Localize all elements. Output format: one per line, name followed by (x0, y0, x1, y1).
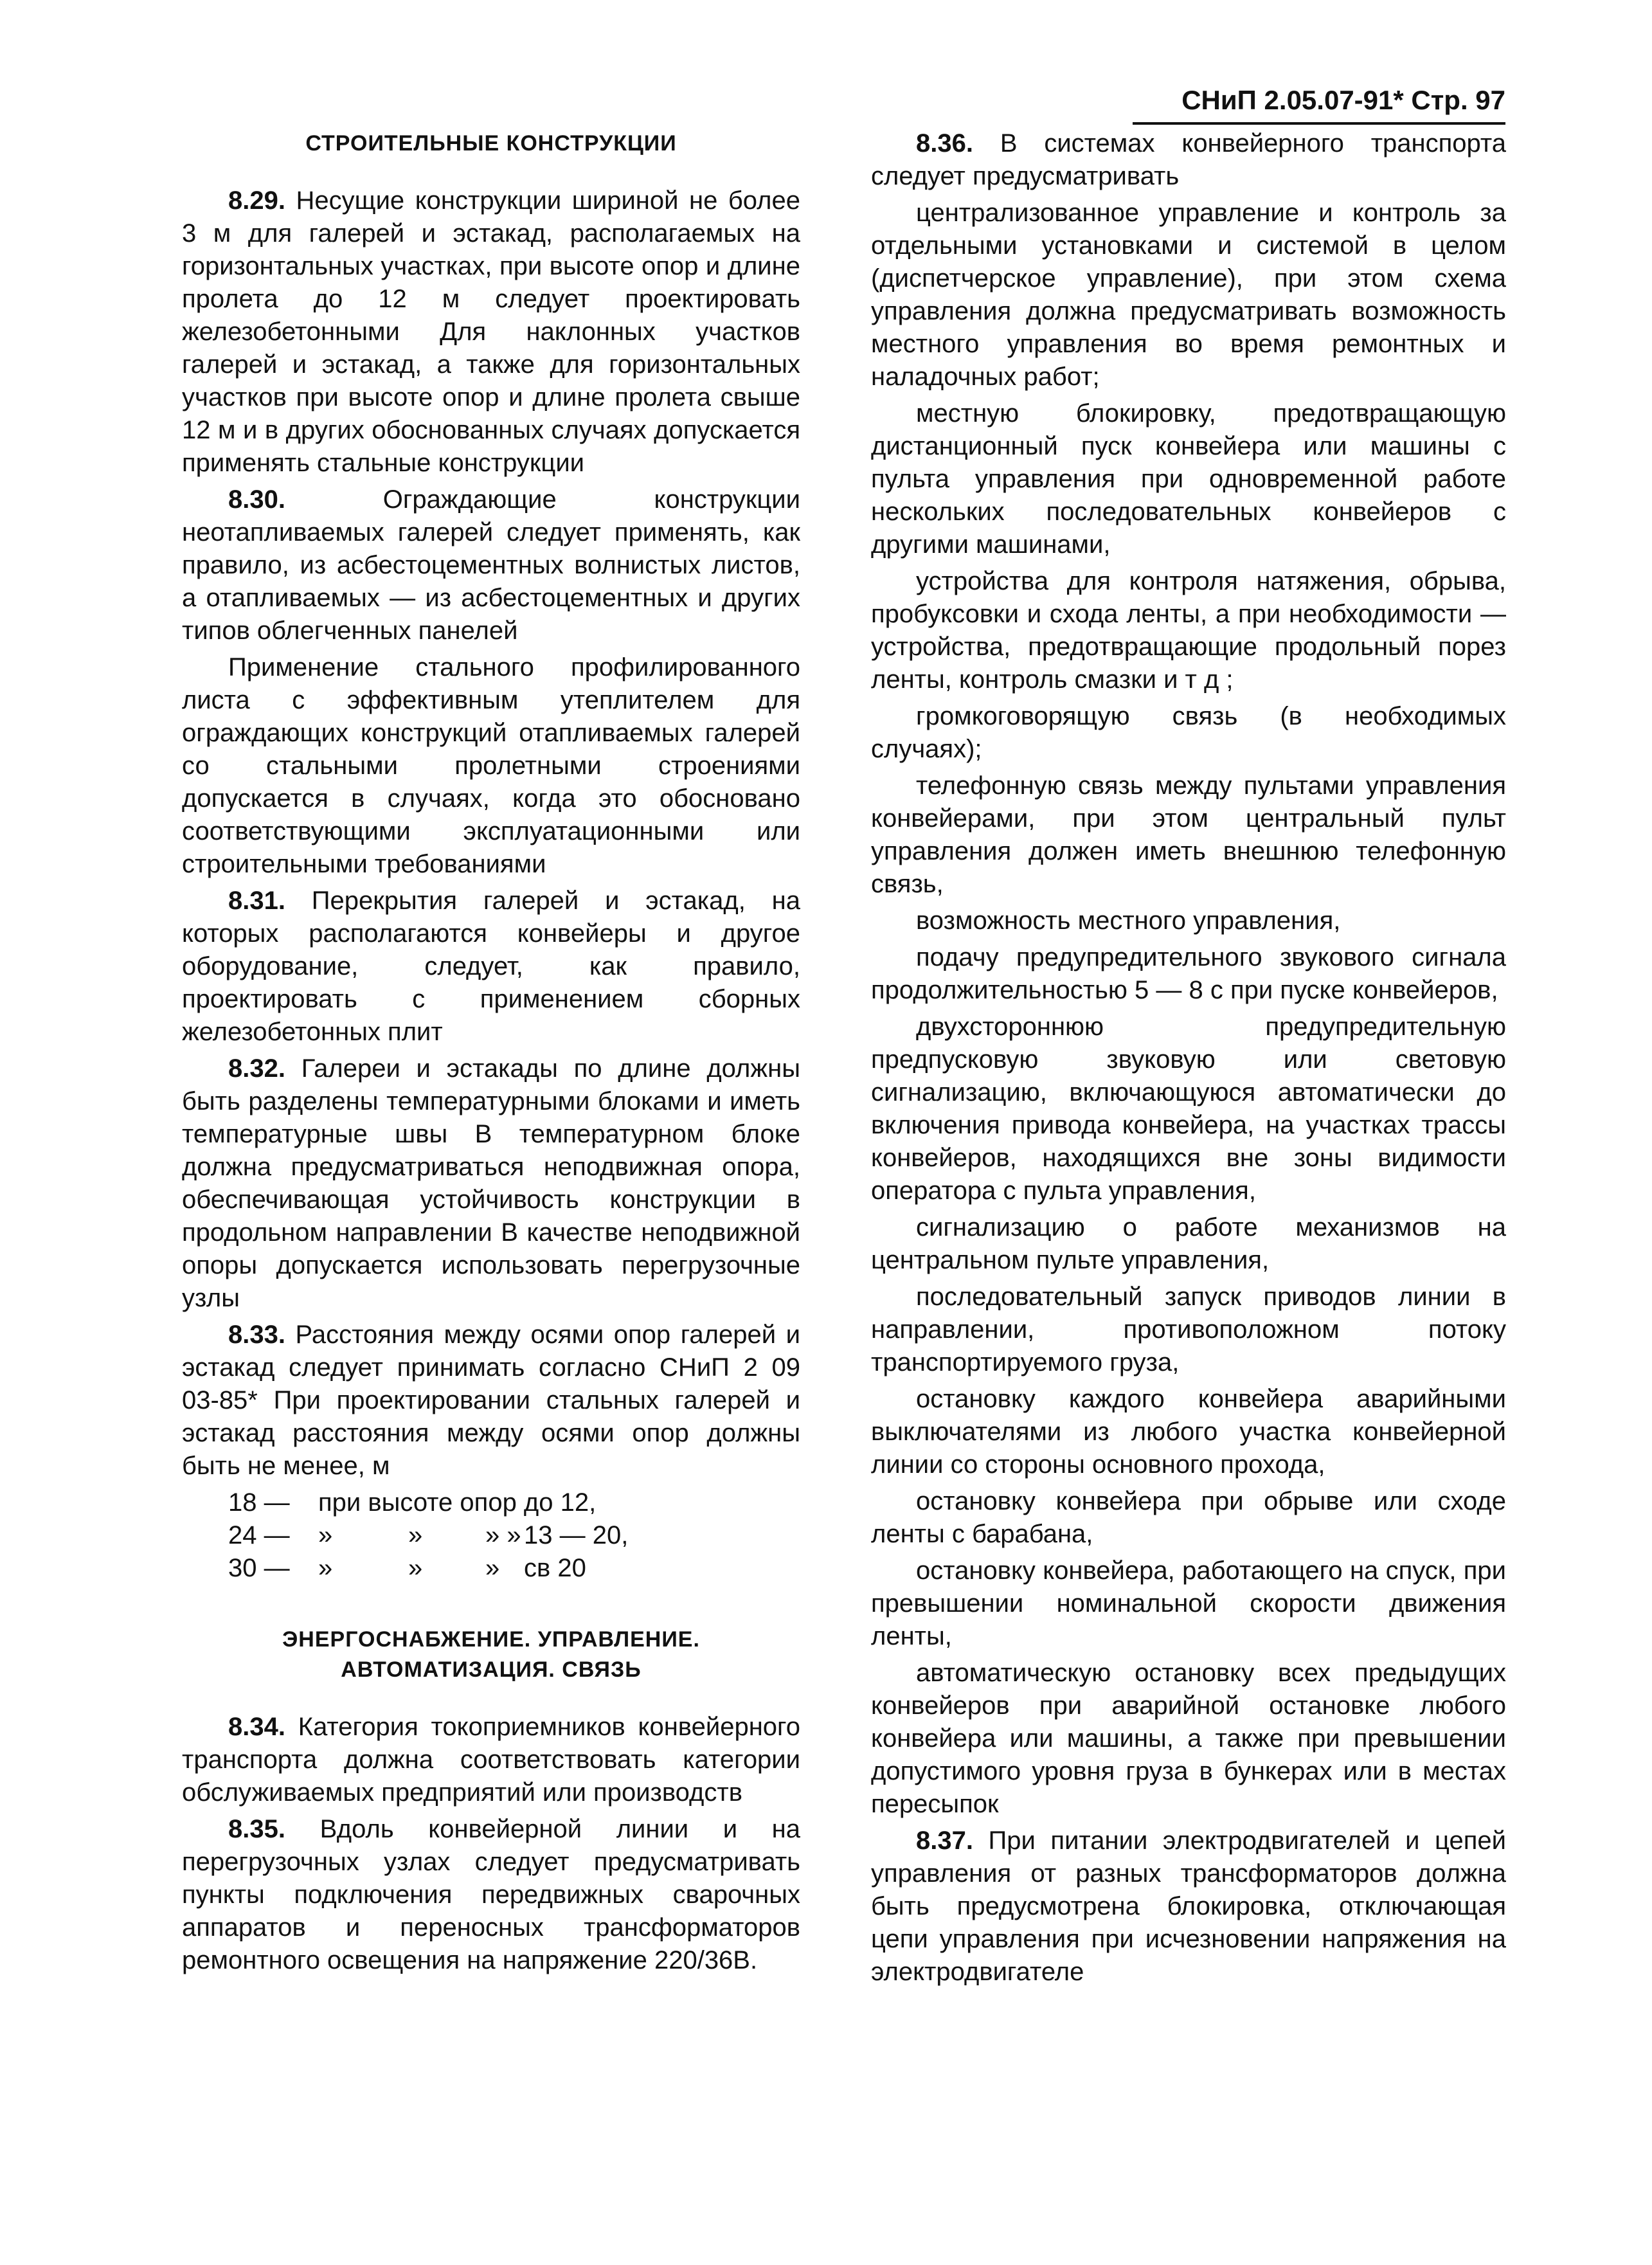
right-column (871, 127, 1506, 1992)
paragraph-8-31 (182, 885, 800, 1049)
paragraph-number: 8.37. (916, 1827, 973, 1855)
distance-cell: » (318, 1521, 333, 1549)
paragraph-8-30 (182, 483, 800, 647)
distance-table (228, 1486, 652, 1585)
list-item: подачу предупредительного звукового сигнала продолжительностью 5 — 8 с при пуске конвейеров, (871, 943, 1506, 1004)
paragraph-number: 8.29. (228, 186, 285, 215)
paragraph-number: 8.36. (916, 129, 973, 158)
paragraph-8-36 (871, 127, 1506, 193)
paragraph-8-30-continued: Применение стального профилированного листа с эффективным утеплителем для ограждающих конструкций отапливаемых галерей со стальными пролетными строениями допускается в случаях, когда это обосновано соответствующими эксплуатационными или строительными требованиями (182, 653, 800, 878)
list-item: устройства для контроля натяжения, обрыва, пробуксовки и схода ленты, а при необходимости — устройства, предотвращающие продольный порез ленты, контроль смазки и т д ; (871, 567, 1506, 694)
section-heading-power (182, 1625, 800, 1685)
paragraph-text: Несущие конструкции шириной не более 3 м для галерей и эстакад, располагаемых на горизонтальных участках, при высоте опор и длине пролета до 12 м следует проектировать железобетонными Для наклонных участков галерей и эстакад, а также для горизонтальных участков при высоте опор и длине пролета свыше 12 м и в других обоснованных случаях допускается применять стальные конструкции (182, 186, 801, 477)
paragraph-8-37 (871, 1825, 1506, 1989)
distance-row (228, 1552, 652, 1585)
distance-cell: при высоте опор до 12, (318, 1488, 597, 1517)
list-item: сигнализацию о работе механизмов на центральном пульте управления, (871, 1213, 1506, 1274)
distance-cell: св 20 (524, 1554, 586, 1582)
paragraph-8-33 (182, 1319, 800, 1483)
distance-row (228, 1486, 652, 1519)
list-item: телефонную связь между пультами управления конвейерами, при этом центральный пульт управления должен иметь внешнюю телефонную связь, (871, 772, 1506, 898)
list-item: громкоговорящую связь (в необходимых случаях); (871, 702, 1506, 763)
paragraph-8-32 (182, 1052, 800, 1315)
paragraph-number: 8.31. (228, 887, 285, 915)
paragraph-number: 8.35. (228, 1815, 285, 1843)
paragraph-text: При питании электродвигателей и цепей управления от разных трансформаторов должна быть предусмотрена блокировка, отключающая цепи управления при исчезновении напряжения на электродвигателе (871, 1827, 1506, 1986)
paragraph-text: Галереи и эстакады по длине должны быть разделены температурными блоками и иметь температурные швы В температурном блоке должна предусматриваться неподвижная опора, обеспечивающая устойчивость конструкции в продольном направлении В качестве неподвижной опоры допускается использовать перегрузочные узлы (182, 1054, 800, 1312)
paragraph-8-35 (182, 1813, 800, 1977)
heading-line: АВТОМАТИЗАЦИЯ. СВЯЗЬ (341, 1657, 642, 1682)
header-title: СНиП 2.05.07-91* Стр. 97 (1181, 85, 1505, 115)
list-item: двухстороннюю предупредительную предпусковую звуковую или световую сигнализацию, включающуюся автоматически до включения привода конвейера, на участках трассы конвейеров, находящихся вне зоны видимости оператора с пульта управления, (871, 1013, 1506, 1205)
list-item: местную блокировку, предотвращающую дистанционный пуск конвейера или машины с пульта управления при одновременной работе нескольких последовательных конвейеров с другими машинами, (871, 399, 1506, 559)
distance-cell: » (485, 1554, 500, 1582)
left-column (182, 129, 800, 1981)
distance-cell: 18 — (228, 1488, 290, 1517)
header-rule (1133, 122, 1505, 125)
section-heading-structures: СТРОИТЕЛЬНЫЕ КОНСТРУКЦИИ (305, 131, 677, 156)
page-header (1133, 85, 1505, 116)
distance-cell: 30 — (228, 1554, 290, 1582)
paragraph-text: Перекрытия галерей и эстакад, на которых располагаются конвейеры и другое оборудование, следует, как правило, проектировать с применением сборных железобетонных плит (182, 887, 800, 1046)
heading-line: ЭНЕРГОСНАБЖЕНИЕ. УПРАВЛЕНИЕ. (282, 1627, 700, 1652)
paragraph-text: Ограждающие конструкции неотапливаемых галерей следует применять, как правило, из асбестоцементных волнистых листов, а отапливаемых — из асбестоцементных и других типов облегченных панелей (182, 485, 800, 645)
paragraph-number: 8.33. (228, 1321, 285, 1349)
paragraph-text: Вдоль конвейерной линии и на перегрузочных узлах следует предусматривать пункты подключения передвижных сварочных аппаратов и переносных трансформаторов ремонтного освещения на напряжение 220/36В. (182, 1815, 800, 1974)
list-item: возможность местного управления, (916, 907, 1341, 935)
paragraph-8-29 (182, 185, 800, 480)
list-item: остановку конвейера при обрыве или сходе ленты с барабана, (871, 1487, 1506, 1548)
distance-cell: 13 — 20, (524, 1521, 629, 1549)
paragraph-text: Расстояния между осями опор галерей и эстакад следует принимать согласно СНиП 2 09 03-85* При проектировании стальных галерей и эстакад расстояния между осями опор должны быть не менее, м (182, 1321, 800, 1480)
paragraph-number: 8.32. (228, 1054, 285, 1083)
list-item: последовательный запуск приводов линии в направлении, противоположном потоку транспортируемого груза, (871, 1283, 1506, 1376)
distance-row (228, 1519, 652, 1552)
distance-cell: » (408, 1521, 423, 1549)
distance-cell: 24 — (228, 1521, 290, 1549)
list-item: автоматическую остановку всех предыдущих конвейеров при аварийной остановке любого конвейера или машины, а также при превышении допустимого уровня груза в бункерах или в местах пересыпок (871, 1659, 1506, 1818)
paragraph-text: Категория токоприемников конвейерного транспорта должна соответствовать категории обслуживаемых предприятий или производств (182, 1713, 800, 1807)
paragraph-8-34 (182, 1711, 800, 1809)
list-item: централизованное управление и контроль за отдельными установками и системой в целом (диспетчерское управление), при этом схема управления должна предусматривать возможность местного управления во время ремонтных и наладочных работ; (871, 199, 1506, 391)
list-item: остановку каждого конвейера аварийными выключателями из любого участка конвейерной линии со стороны основного прохода, (871, 1385, 1506, 1479)
paragraph-number: 8.34. (228, 1713, 285, 1741)
distance-cell: » » (485, 1521, 521, 1549)
distance-cell: » (318, 1554, 333, 1582)
paragraph-text: В системах конвейерного транспорта следует предусматривать (871, 129, 1506, 190)
paragraph-number: 8.30. (228, 485, 285, 514)
list-item: остановку конвейера, работающего на спуск, при превышении номинальной скорости движения ленты, (871, 1557, 1506, 1650)
distance-cell: » (408, 1554, 423, 1582)
